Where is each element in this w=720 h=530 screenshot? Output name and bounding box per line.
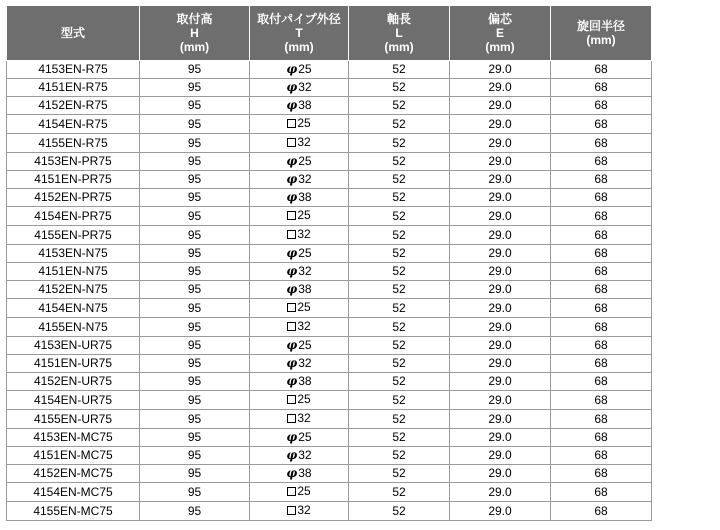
phi-diameter-icon: φ	[286, 80, 298, 94]
header-pipe-diameter	[250, 6, 349, 61]
table-body	[7, 61, 652, 521]
cell-pipe-diameter	[250, 410, 349, 429]
header-model-label: 型式	[60, 26, 85, 40]
cell-eccentricity: 29.0	[450, 447, 551, 465]
cell-model: 4151EN-R75	[7, 79, 140, 97]
table-row	[7, 263, 652, 281]
pipe-spec	[286, 355, 311, 372]
cell-eccentricity: 29.0	[450, 97, 551, 115]
cell-swivel-radius: 68	[551, 226, 652, 245]
cell-shaft-length: 52	[349, 153, 450, 171]
cell-eccentricity: 29.0	[450, 171, 551, 189]
cell-eccentricity: 29.0	[450, 355, 551, 373]
cell-model: 4152EN-UR75	[7, 373, 140, 391]
table-row	[7, 189, 652, 207]
cell-eccentricity: 29.0	[450, 207, 551, 226]
cell-swivel-radius: 68	[551, 502, 652, 521]
pipe-spec	[286, 61, 311, 78]
cell-model: 4152EN-R75	[7, 97, 140, 115]
cell-shaft-length: 52	[349, 502, 450, 521]
cell-pipe-diameter	[250, 153, 349, 171]
header-height-symbol: H	[190, 26, 199, 40]
table-row	[7, 245, 652, 263]
cell-eccentricity: 29.0	[450, 245, 551, 263]
cell-swivel-radius: 68	[551, 483, 652, 502]
pipe-spec	[286, 281, 311, 298]
header-pipe-label: 取付パイプ外径	[257, 12, 341, 26]
cell-eccentricity: 29.0	[450, 410, 551, 429]
header-radius-label: 旋回半径	[576, 19, 625, 33]
cell-swivel-radius: 68	[551, 429, 652, 447]
table-row	[7, 447, 652, 465]
pipe-size-value: 25	[298, 246, 312, 260]
cell-pipe-diameter	[250, 134, 349, 153]
cell-height: 95	[140, 115, 250, 134]
pipe-spec	[287, 410, 310, 427]
square-pipe-icon	[287, 303, 296, 312]
phi-diameter-icon: φ	[286, 190, 298, 204]
phi-diameter-icon: φ	[286, 282, 298, 296]
table-row	[7, 429, 652, 447]
cell-shaft-length: 52	[349, 391, 450, 410]
cell-swivel-radius: 68	[551, 79, 652, 97]
cell-height: 95	[140, 189, 250, 207]
cell-pipe-diameter	[250, 171, 349, 189]
pipe-spec	[287, 226, 310, 243]
pipe-size-value: 38	[298, 374, 312, 388]
pipe-spec	[286, 337, 311, 354]
cell-model: 4154EN-MC75	[7, 483, 140, 502]
pipe-size-value: 25	[297, 484, 311, 498]
cell-pipe-diameter	[250, 465, 349, 483]
pipe-size-value: 32	[297, 411, 311, 425]
pipe-size-value: 32	[297, 135, 311, 149]
cell-shaft-length: 52	[349, 465, 450, 483]
cell-height: 95	[140, 410, 250, 429]
cell-height: 95	[140, 134, 250, 153]
cell-eccentricity: 29.0	[450, 502, 551, 521]
cell-swivel-radius: 68	[551, 447, 652, 465]
cell-eccentricity: 29.0	[450, 153, 551, 171]
table-row	[7, 318, 652, 337]
cell-model: 4151EN-N75	[7, 263, 140, 281]
square-pipe-icon	[287, 322, 296, 331]
phi-diameter-icon: φ	[286, 374, 298, 388]
table-row	[7, 483, 652, 502]
cell-height: 95	[140, 61, 250, 79]
pipe-size-value: 25	[298, 338, 312, 352]
cell-height: 95	[140, 245, 250, 263]
cell-model: 4154EN-N75	[7, 299, 140, 318]
table-row	[7, 134, 652, 153]
table-row	[7, 373, 652, 391]
table-row	[7, 97, 652, 115]
header-ecc-symbol: E	[495, 26, 504, 40]
cell-height: 95	[140, 171, 250, 189]
table-header-row	[7, 6, 652, 61]
square-pipe-icon	[287, 119, 296, 128]
spec-table	[6, 5, 652, 521]
pipe-spec	[286, 373, 311, 390]
cell-model: 4155EN-N75	[7, 318, 140, 337]
pipe-spec	[286, 429, 311, 446]
cell-model: 4155EN-MC75	[7, 502, 140, 521]
cell-pipe-diameter	[250, 373, 349, 391]
cell-height: 95	[140, 355, 250, 373]
pipe-spec	[286, 171, 311, 188]
pipe-spec	[286, 263, 311, 280]
cell-model: 4151EN-UR75	[7, 355, 140, 373]
cell-shaft-length: 52	[349, 429, 450, 447]
header-height	[140, 6, 250, 61]
cell-eccentricity: 29.0	[450, 263, 551, 281]
phi-diameter-icon: φ	[286, 466, 298, 480]
cell-eccentricity: 29.0	[450, 337, 551, 355]
pipe-size-value: 25	[297, 300, 311, 314]
cell-swivel-radius: 68	[551, 134, 652, 153]
square-pipe-icon	[287, 487, 296, 496]
square-pipe-icon	[287, 138, 296, 147]
pipe-spec	[287, 115, 310, 132]
pipe-spec	[287, 502, 310, 519]
cell-swivel-radius: 68	[551, 337, 652, 355]
pipe-size-value: 32	[297, 319, 311, 333]
cell-shaft-length: 52	[349, 447, 450, 465]
cell-swivel-radius: 68	[551, 318, 652, 337]
cell-shaft-length: 52	[349, 245, 450, 263]
cell-shaft-length: 52	[349, 115, 450, 134]
cell-swivel-radius: 68	[551, 153, 652, 171]
phi-diameter-icon: φ	[286, 448, 298, 462]
pipe-size-value: 38	[298, 98, 312, 112]
phi-diameter-icon: φ	[286, 430, 298, 444]
table-row	[7, 226, 652, 245]
table-row	[7, 410, 652, 429]
header-shaft-length	[349, 6, 450, 61]
cell-shaft-length: 52	[349, 483, 450, 502]
pipe-spec	[287, 318, 310, 335]
cell-swivel-radius: 68	[551, 355, 652, 373]
cell-shaft-length: 52	[349, 97, 450, 115]
pipe-spec	[286, 465, 311, 482]
pipe-size-value: 32	[298, 356, 312, 370]
cell-height: 95	[140, 447, 250, 465]
pipe-size-value: 25	[297, 116, 311, 130]
phi-diameter-icon: φ	[286, 62, 298, 76]
cell-pipe-diameter	[250, 483, 349, 502]
cell-pipe-diameter	[250, 502, 349, 521]
cell-pipe-diameter	[250, 97, 349, 115]
cell-shaft-length: 52	[349, 373, 450, 391]
cell-eccentricity: 29.0	[450, 373, 551, 391]
cell-swivel-radius: 68	[551, 299, 652, 318]
cell-height: 95	[140, 502, 250, 521]
cell-pipe-diameter	[250, 391, 349, 410]
cell-pipe-diameter	[250, 245, 349, 263]
header-shaft-symbol: L	[395, 26, 403, 40]
pipe-size-value: 32	[298, 448, 312, 462]
cell-swivel-radius: 68	[551, 171, 652, 189]
pipe-size-value: 32	[297, 227, 311, 241]
pipe-size-value: 32	[298, 80, 312, 94]
cell-shaft-length: 52	[349, 134, 450, 153]
cell-model: 4151EN-PR75	[7, 171, 140, 189]
cell-height: 95	[140, 373, 250, 391]
cell-eccentricity: 29.0	[450, 465, 551, 483]
cell-shaft-length: 52	[349, 226, 450, 245]
cell-pipe-diameter	[250, 226, 349, 245]
table-row	[7, 281, 652, 299]
table-row	[7, 465, 652, 483]
cell-model: 4152EN-N75	[7, 281, 140, 299]
cell-height: 95	[140, 318, 250, 337]
cell-swivel-radius: 68	[551, 97, 652, 115]
table-row	[7, 337, 652, 355]
header-radius-unit: (mm)	[586, 33, 616, 47]
cell-shaft-length: 52	[349, 318, 450, 337]
cell-shaft-length: 52	[349, 337, 450, 355]
cell-eccentricity: 29.0	[450, 299, 551, 318]
cell-height: 95	[140, 299, 250, 318]
cell-model: 4153EN-N75	[7, 245, 140, 263]
pipe-size-value: 32	[297, 503, 311, 517]
cell-height: 95	[140, 263, 250, 281]
cell-model: 4154EN-UR75	[7, 391, 140, 410]
cell-model: 4152EN-PR75	[7, 189, 140, 207]
square-pipe-icon	[287, 506, 296, 515]
cell-eccentricity: 29.0	[450, 115, 551, 134]
table-row	[7, 355, 652, 373]
cell-swivel-radius: 68	[551, 465, 652, 483]
cell-swivel-radius: 68	[551, 207, 652, 226]
pipe-spec	[286, 97, 311, 114]
cell-height: 95	[140, 429, 250, 447]
cell-pipe-diameter	[250, 281, 349, 299]
pipe-spec	[287, 207, 310, 224]
cell-swivel-radius: 68	[551, 189, 652, 207]
phi-diameter-icon: φ	[286, 338, 298, 352]
cell-shaft-length: 52	[349, 61, 450, 79]
cell-shaft-length: 52	[349, 189, 450, 207]
cell-pipe-diameter	[250, 337, 349, 355]
cell-height: 95	[140, 391, 250, 410]
phi-diameter-icon: φ	[286, 246, 298, 260]
cell-model: 4153EN-PR75	[7, 153, 140, 171]
table-row	[7, 502, 652, 521]
header-pipe-unit: (mm)	[284, 40, 314, 54]
cell-model: 4155EN-PR75	[7, 226, 140, 245]
square-pipe-icon	[287, 414, 296, 423]
table-row	[7, 391, 652, 410]
header-height-label: 取付高	[176, 12, 213, 26]
cell-model: 4153EN-MC75	[7, 429, 140, 447]
cell-eccentricity: 29.0	[450, 189, 551, 207]
cell-height: 95	[140, 97, 250, 115]
cell-pipe-diameter	[250, 355, 349, 373]
cell-height: 95	[140, 226, 250, 245]
cell-eccentricity: 29.0	[450, 318, 551, 337]
cell-model: 4154EN-R75	[7, 115, 140, 134]
cell-shaft-length: 52	[349, 207, 450, 226]
cell-pipe-diameter	[250, 429, 349, 447]
cell-pipe-diameter	[250, 115, 349, 134]
cell-shaft-length: 52	[349, 263, 450, 281]
cell-eccentricity: 29.0	[450, 134, 551, 153]
table-row	[7, 115, 652, 134]
pipe-spec	[286, 189, 311, 206]
phi-diameter-icon: φ	[286, 264, 298, 278]
cell-height: 95	[140, 79, 250, 97]
pipe-spec	[286, 153, 311, 170]
phi-diameter-icon: φ	[286, 172, 298, 186]
cell-height: 95	[140, 207, 250, 226]
cell-eccentricity: 29.0	[450, 61, 551, 79]
cell-model: 4153EN-R75	[7, 61, 140, 79]
table-row	[7, 207, 652, 226]
cell-model: 4155EN-R75	[7, 134, 140, 153]
pipe-spec	[287, 391, 310, 408]
header-swivel-radius	[551, 6, 652, 61]
cell-swivel-radius: 68	[551, 61, 652, 79]
cell-pipe-diameter	[250, 299, 349, 318]
cell-shaft-length: 52	[349, 281, 450, 299]
pipe-size-value: 25	[298, 62, 312, 76]
cell-height: 95	[140, 281, 250, 299]
cell-eccentricity: 29.0	[450, 281, 551, 299]
cell-shaft-length: 52	[349, 355, 450, 373]
table-row	[7, 299, 652, 318]
cell-model: 4154EN-PR75	[7, 207, 140, 226]
cell-eccentricity: 29.0	[450, 226, 551, 245]
cell-swivel-radius: 68	[551, 263, 652, 281]
cell-pipe-diameter	[250, 79, 349, 97]
pipe-size-value: 38	[298, 190, 312, 204]
table-row	[7, 171, 652, 189]
cell-swivel-radius: 68	[551, 410, 652, 429]
cell-swivel-radius: 68	[551, 281, 652, 299]
header-eccentricity	[450, 6, 551, 61]
phi-diameter-icon: φ	[286, 98, 298, 112]
cell-pipe-diameter	[250, 263, 349, 281]
cell-pipe-diameter	[250, 61, 349, 79]
pipe-size-value: 32	[298, 172, 312, 186]
cell-swivel-radius: 68	[551, 391, 652, 410]
pipe-spec	[286, 447, 311, 464]
pipe-size-value: 25	[298, 430, 312, 444]
table-row	[7, 61, 652, 79]
header-ecc-label: 偏芯	[487, 12, 512, 26]
cell-height: 95	[140, 465, 250, 483]
cell-pipe-diameter	[250, 189, 349, 207]
pipe-spec	[287, 483, 310, 500]
cell-eccentricity: 29.0	[450, 79, 551, 97]
cell-pipe-diameter	[250, 207, 349, 226]
table-row	[7, 153, 652, 171]
pipe-spec	[286, 79, 311, 96]
square-pipe-icon	[287, 230, 296, 239]
cell-pipe-diameter	[250, 318, 349, 337]
table-row	[7, 79, 652, 97]
pipe-spec	[287, 134, 310, 151]
square-pipe-icon	[287, 395, 296, 404]
pipe-size-value: 38	[298, 282, 312, 296]
cell-model: 4152EN-MC75	[7, 465, 140, 483]
cell-pipe-diameter	[250, 447, 349, 465]
spec-table-container	[6, 5, 652, 521]
cell-swivel-radius: 68	[551, 373, 652, 391]
header-model	[7, 6, 140, 61]
phi-diameter-icon: φ	[286, 356, 298, 370]
header-shaft-label: 軸長	[386, 12, 411, 26]
header-shaft-unit: (mm)	[384, 40, 414, 54]
pipe-size-value: 25	[297, 208, 311, 222]
cell-swivel-radius: 68	[551, 245, 652, 263]
cell-model: 4153EN-UR75	[7, 337, 140, 355]
cell-model: 4151EN-MC75	[7, 447, 140, 465]
header-pipe-symbol: T	[295, 26, 303, 40]
pipe-spec	[286, 245, 311, 262]
cell-height: 95	[140, 483, 250, 502]
cell-height: 95	[140, 153, 250, 171]
cell-model: 4155EN-UR75	[7, 410, 140, 429]
cell-eccentricity: 29.0	[450, 391, 551, 410]
cell-eccentricity: 29.0	[450, 429, 551, 447]
pipe-size-value: 32	[298, 264, 312, 278]
phi-diameter-icon: φ	[286, 154, 298, 168]
cell-height: 95	[140, 337, 250, 355]
square-pipe-icon	[287, 211, 296, 220]
header-ecc-unit: (mm)	[485, 40, 515, 54]
pipe-spec	[287, 299, 310, 316]
header-height-unit: (mm)	[179, 40, 210, 54]
pipe-size-value: 25	[298, 154, 312, 168]
cell-shaft-length: 52	[349, 171, 450, 189]
pipe-size-value: 38	[298, 466, 312, 480]
cell-shaft-length: 52	[349, 299, 450, 318]
cell-swivel-radius: 68	[551, 115, 652, 134]
cell-shaft-length: 52	[349, 79, 450, 97]
cell-eccentricity: 29.0	[450, 483, 551, 502]
cell-shaft-length: 52	[349, 410, 450, 429]
pipe-size-value: 25	[297, 392, 311, 406]
